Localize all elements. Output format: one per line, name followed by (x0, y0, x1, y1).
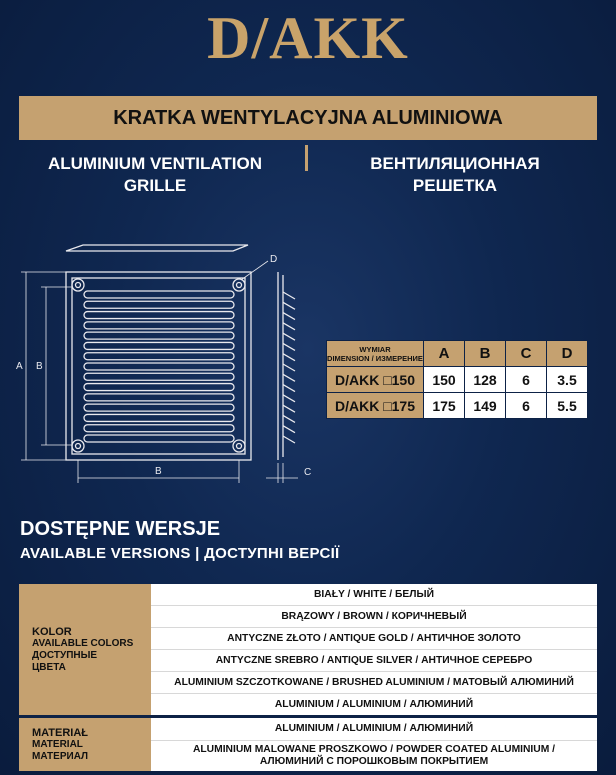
row-value-d: 3.5 (547, 367, 588, 393)
material-label-pl: MATERIAŁ (32, 726, 89, 739)
row-value-b: 149 (465, 393, 506, 419)
dim-label-d: D (270, 254, 278, 265)
color-option-aluminium: ALUMINIUM / ALUMINIUM / АЛЮМИНИЙ (274, 698, 474, 710)
versions-table (19, 584, 597, 771)
dimension-header-label (327, 341, 424, 367)
row-model: D/AKK □150 (327, 367, 424, 393)
powder-coated-line-2: АЛЮМИНИЙ С ПОРОШКОВЫМ ПОКРЫТИЕМ (259, 756, 489, 767)
row-value-a: 175 (424, 393, 465, 419)
table-row (327, 367, 588, 393)
profile-fin (283, 323, 295, 330)
material-label-en: MATERIAL (32, 738, 83, 750)
color-option-white: BIAŁY / WHITE / БЕЛЫЙ (151, 584, 597, 606)
color-option-antique-gold: ANTYCZNE ZŁOTO / ANTIQUE GOLD / АНТИЧНОЕ ЗОЛОТО (151, 628, 597, 650)
row-value-c: 6 (506, 393, 547, 419)
louver-slat (84, 291, 234, 298)
profile-fin (283, 385, 295, 392)
louver-slat (84, 425, 234, 432)
color-group (19, 584, 597, 715)
powder-coated-line-1: ALUMINIUM MALOWANE PROSZKOWO / POWDER COATED ALUMINIUM / (192, 744, 556, 755)
material-option-powder-coated (151, 741, 597, 771)
color-option-brushed-aluminium: ALUMINIUM SZCZOTKOWANE / BRUSHED ALUMINIUM / МАТОВЫЙ АЛЮМИНИЙ (151, 672, 597, 694)
profile-fin (283, 343, 295, 350)
profile-fin (283, 415, 295, 422)
column-b: B (465, 341, 506, 367)
row-value-c: 6 (506, 367, 547, 393)
louver-slat (84, 301, 234, 308)
dimension-table (326, 340, 588, 419)
profile-fin (283, 333, 295, 340)
row-model: D/AKK □175 (327, 393, 424, 419)
louver-slat (84, 363, 234, 370)
profile-fin (283, 374, 295, 381)
header-label-line-1: WYMIAR (359, 344, 391, 354)
profile-fin (283, 436, 295, 443)
color-option-antique-silver: ANTYCZNE SREBRO / ANTIQUE SILVER / АНТИЧНОЕ СЕРЕБРО (151, 650, 597, 672)
profile-fin (283, 426, 295, 433)
dimension-b-vertical-line (41, 287, 72, 445)
color-group-label (19, 584, 151, 715)
row-value-d: 5.5 (547, 393, 588, 419)
versions-subheading: AVAILABLE VERSIONS | ДОСТУПНІ ВЕРСІЇ (20, 545, 340, 562)
dim-label-a: A (16, 361, 23, 372)
louver-slat (84, 322, 234, 329)
profile-fin (283, 354, 295, 361)
louvers (84, 291, 234, 442)
color-label-ru-1: ДОСТУПНЫЕ (32, 649, 98, 661)
dimension-table-header (327, 341, 588, 367)
material-option-aluminium: ALUMINIUM / ALUMINIUM / АЛЮМИНИЙ (151, 718, 597, 741)
row-value-a: 150 (424, 367, 465, 393)
dim-label-b-vertical: B (36, 361, 43, 372)
material-label-ru: МАТЕРИАЛ (32, 750, 89, 762)
subtitle-english-line-2: GRILLE (123, 176, 187, 195)
dimension-d-leader (241, 261, 268, 280)
louver-slat (84, 435, 234, 442)
product-banner: KRATKA WENTYLACYJNA ALUMINIOWA (19, 96, 597, 140)
versions-heading: DOSTĘPNE WERSJE (20, 518, 221, 540)
subtitle-russian-line-1: ВЕНТИЛЯЦИОННАЯ (370, 154, 540, 173)
dim-label-c: C (304, 467, 312, 478)
louver-slat (84, 404, 234, 411)
profile-fin (283, 313, 295, 320)
color-label-ru-2: ЦВЕТА (32, 661, 66, 673)
dimension-c-line (266, 463, 298, 483)
row-value-b: 128 (465, 367, 506, 393)
subtitle-english-line-1: ALUMINIUM VENTILATION (47, 154, 263, 173)
header-label-line-2: DIMENSION / ИЗМЕРЕНИЕ (327, 353, 423, 363)
profile-fin (283, 395, 295, 402)
material-group (19, 718, 597, 771)
column-c: C (506, 341, 547, 367)
inner-frame (72, 278, 245, 454)
louver-slat (84, 384, 234, 391)
profile-fin (283, 405, 295, 412)
louver-slat (84, 342, 234, 349)
grille-technical-drawing (8, 235, 318, 495)
louver-slat (84, 394, 234, 401)
product-title: D/AKK (207, 5, 409, 71)
color-options (151, 584, 597, 715)
material-group-label (19, 718, 151, 771)
louver-slat (84, 353, 234, 360)
louver-slat (84, 373, 234, 380)
louver-slat (84, 332, 234, 339)
color-label-en: AVAILABLE COLORS (32, 637, 134, 649)
side-profile (278, 272, 295, 460)
column-d: D (547, 341, 588, 367)
profile-fin (283, 364, 295, 371)
screw-holes (72, 279, 245, 452)
color-option-brown: BRĄZOWY / BROWN / КОРИЧНЕВЫЙ (151, 606, 597, 628)
material-options (151, 718, 597, 771)
top-flange (66, 245, 248, 251)
column-a: A (424, 341, 465, 367)
louver-slat (84, 312, 234, 319)
subtitle-russian-line-2: РЕШЕТКА (412, 176, 498, 195)
dim-label-b-horizontal: B (155, 466, 162, 477)
subtitle-russian (320, 153, 590, 197)
color-label-pl: KOLOR (32, 625, 72, 638)
table-row (327, 393, 588, 419)
subtitle-divider (305, 145, 308, 171)
subtitle-english (20, 153, 290, 197)
profile-fin (283, 302, 295, 309)
dimension-a-line (21, 272, 66, 460)
profile-fin (283, 292, 295, 299)
louver-slat (84, 414, 234, 421)
